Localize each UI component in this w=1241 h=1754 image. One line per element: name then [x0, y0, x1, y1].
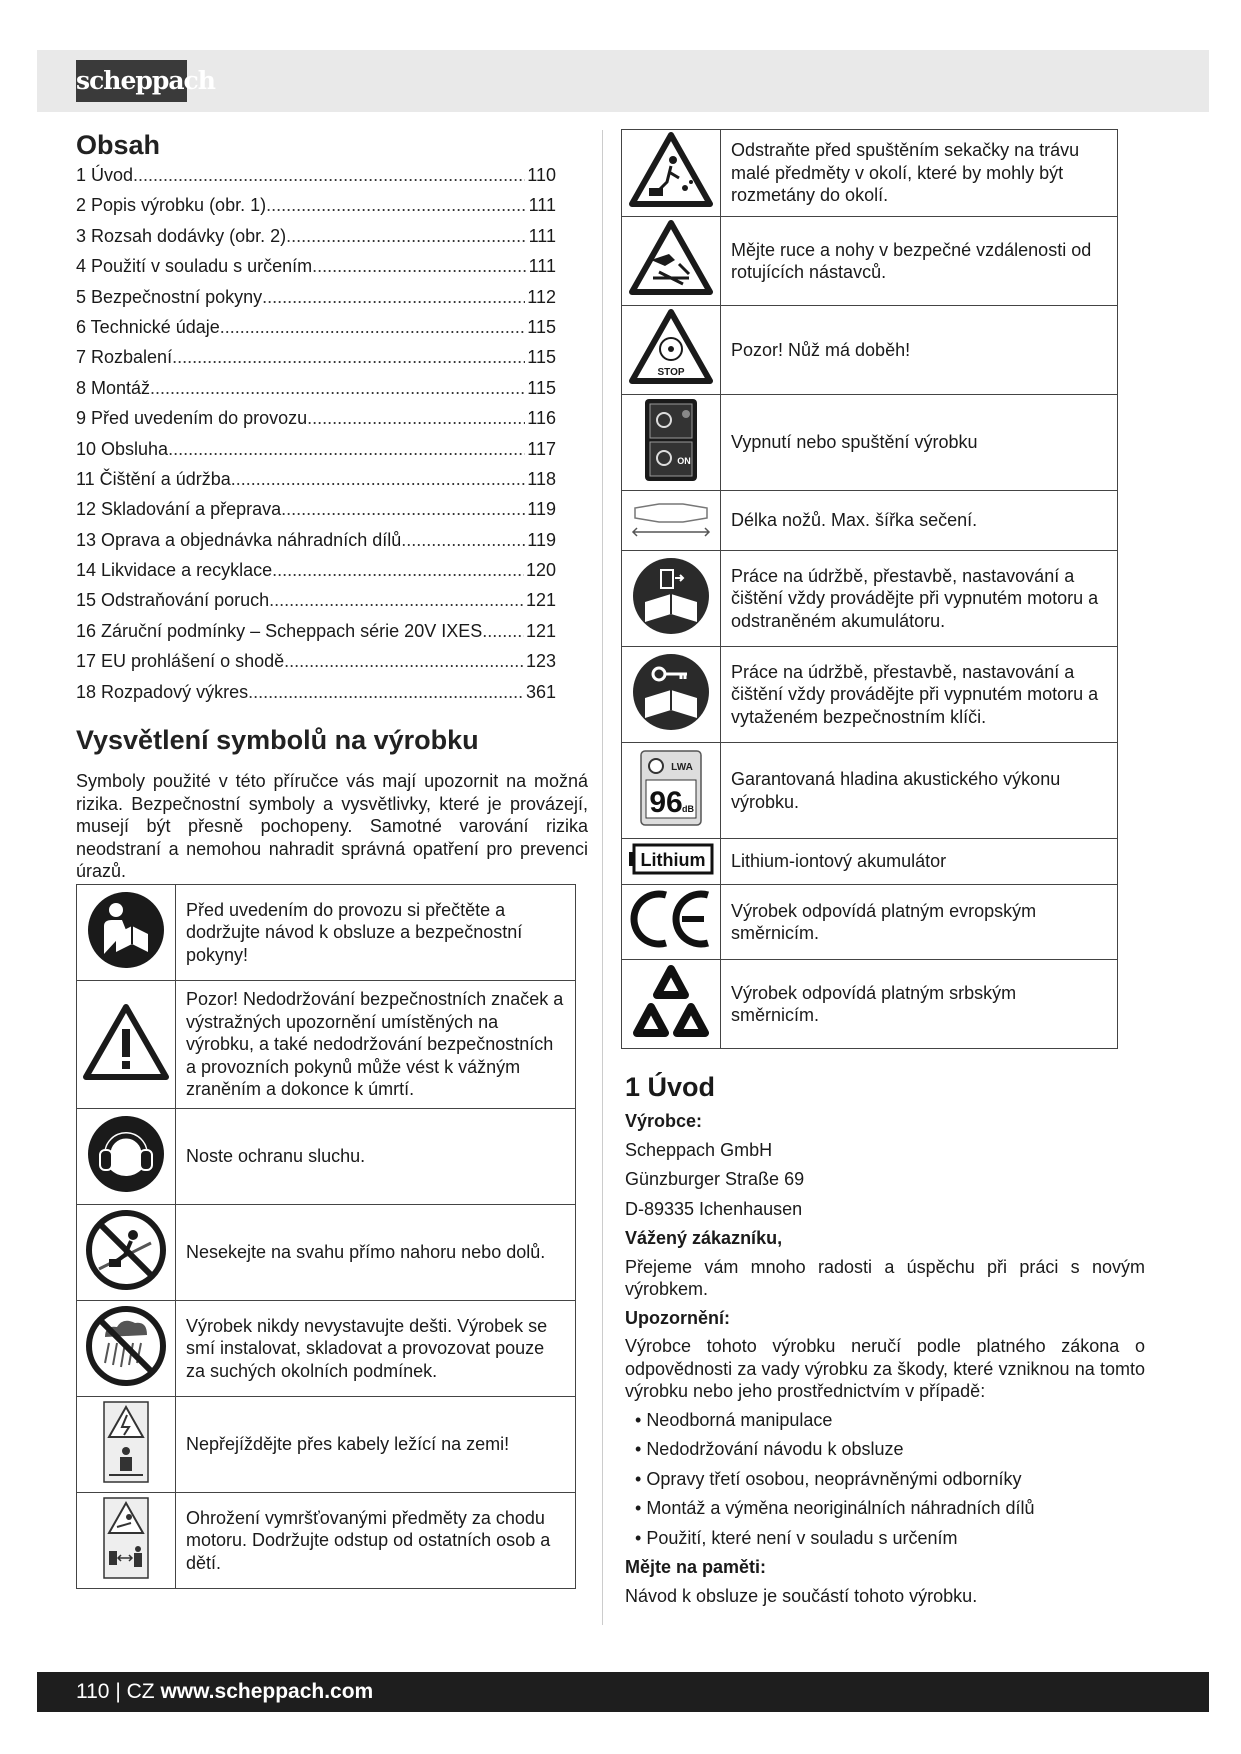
- toc-item[interactable]: 2 Popis výrobku (obr. 1) ..... 111: [76, 195, 556, 225]
- no-slope-mowing-icon: [85, 1209, 167, 1291]
- symbols-intro: Symboly použité v této příručce vás mají upozornit na možná rizika. Bezpečnostní symboly a vysvětlivky, které je provázejí, musejí být přesně pochopeny. Samotné varování rizika neodstraní a nemohou nahradit správná opatření pro prevenci úrazů.: [76, 771, 588, 881]
- list-item: • Neodborná manipulace: [635, 1409, 1145, 1432]
- symbol-text: Nesekejte na svahu přímo nahoru nebo dolů.: [176, 1205, 576, 1301]
- toc-item[interactable]: 17 EU prohlášení o shodě ..... 123: [76, 651, 556, 681]
- column-divider: [602, 130, 603, 1625]
- toc-item[interactable]: 7 Rozbalení ..... 115: [76, 347, 556, 377]
- symbol-row: [77, 1205, 576, 1301]
- symbol-text: Pozor! Nedodržování bezpečnostních značek a výstražných upozornění umístěných na výrobku, a také nedodržování bezpečnostních a provozních pokynů může vést k vážným zraněním a dokonce k úmrtí.: [176, 981, 576, 1109]
- toc-item[interactable]: 6 Technické údaje ..... 115: [76, 317, 556, 347]
- page-number: 110 | CZ: [76, 1680, 155, 1703]
- lithium-icon: [628, 843, 714, 875]
- symbol-text: Výrobek nikdy nevystavujte dešti. Výrobek se smí instalovat, skladovat a provozovat pouze za suchých okolních podmínek.: [176, 1301, 576, 1397]
- address-line: Günzburger Straße 69: [625, 1169, 805, 1189]
- toc-item[interactable]: 9 Před uvedením do provozu ..... 116: [76, 408, 556, 438]
- intro-title: 1 Úvod: [625, 1072, 716, 1102]
- toc-title: Obsah: [76, 130, 161, 160]
- read-manual-icon: [86, 890, 166, 970]
- remember-text: Návod k obsluze je součástí tohoto výrobku.: [625, 1585, 978, 1606]
- list-item: • Opravy třetí osobou, neoprávněnými odborníky: [635, 1468, 1145, 1491]
- toc-item[interactable]: 15 Odstraňování poruch ..... 121: [76, 590, 556, 620]
- symbol-text: Výrobek odpovídá platným srbským směrnicím.: [721, 960, 1118, 1049]
- list-item: • Nedodržování návodu k obsluze: [635, 1438, 1145, 1461]
- lwa-label: LWA: [671, 761, 693, 773]
- toc-item[interactable]: 13 Oprava a objednávka náhradních dílů ..... 119: [76, 530, 556, 560]
- symbols-table-left: [76, 884, 576, 1589]
- no-rain-icon: [85, 1305, 167, 1387]
- symbol-text: Práce na údržbě, přestavbě, nastavování a čištění vždy provádějte při vypnutém motoru a vytaženém bezpečnostním klíči.: [721, 647, 1118, 743]
- blade-stop-icon: [629, 309, 713, 385]
- footer-bar: [37, 1672, 1209, 1712]
- symbol-row: [77, 1397, 576, 1493]
- intro-section: [625, 1070, 1145, 1613]
- symbol-text: Noste ochranu sluchu.: [176, 1109, 576, 1205]
- address-line: D-89335 Ichenhausen: [625, 1198, 803, 1219]
- toc-item[interactable]: 1 Úvod ..... 110: [76, 165, 556, 195]
- stop-label: STOP: [657, 367, 685, 379]
- toc-list: [76, 165, 556, 712]
- symbol-row: [77, 1109, 576, 1205]
- symbol-row: [622, 647, 1118, 743]
- list-item: • Montáž a výměna neoriginálních náhradních dílů: [635, 1497, 1145, 1520]
- safety-key-icon: [631, 652, 711, 732]
- symbol-row: [77, 981, 576, 1109]
- toc-item[interactable]: 8 Montáž ..... 115: [76, 378, 556, 408]
- symbol-text: Mějte ruce a nohy v bezpečné vzdálenosti od rotujících nástavců.: [721, 217, 1118, 306]
- list-item: • Použití, které není v souladu s určením: [635, 1527, 1145, 1550]
- lithium-label: Lithium: [640, 849, 706, 870]
- serbian-mark-icon: [633, 963, 709, 1039]
- symbol-text: Nepřejíždějte přes kabely ležící na zemi!: [176, 1397, 576, 1493]
- db-value: 96: [649, 785, 683, 819]
- symbol-text: Lithium-iontový akumulátor: [721, 839, 1118, 885]
- symbol-row: [622, 395, 1118, 491]
- ce-mark-icon: [628, 889, 714, 949]
- symbol-row: [622, 551, 1118, 647]
- toc-item[interactable]: 11 Čištění a údržba ..... 118: [76, 469, 556, 499]
- toc-item[interactable]: 10 Obsluha ..... 117: [76, 439, 556, 469]
- on-label: ON: [677, 455, 691, 466]
- symbol-row: [622, 306, 1118, 395]
- symbol-row: [622, 839, 1118, 885]
- address-line: Scheppach GmbH: [625, 1139, 773, 1160]
- notice-label: Upozornění:: [625, 1307, 730, 1328]
- ear-protection-icon: [86, 1114, 166, 1194]
- symbol-text: Práce na údržbě, přestavbě, nastavování a čištění vždy provádějte při vypnutém motoru a odstraněném akumulátoru.: [721, 551, 1118, 647]
- symbol-row: [622, 491, 1118, 551]
- symbol-text: Délka nožů. Max. šířka sečení.: [721, 491, 1118, 551]
- toc-item[interactable]: 16 Záruční podmínky – Scheppach série 20V IXES ..... 121: [76, 621, 556, 651]
- warning-triangle-icon: [83, 1003, 169, 1081]
- toc-item[interactable]: 5 Bezpečnostní pokyny ..... 112: [76, 287, 556, 317]
- symbol-text: Ohrožení vymršťovanými předměty za chodu motoru. Dodržujte odstup od ostatních osob a dětí.: [176, 1493, 576, 1589]
- symbol-row: [622, 743, 1118, 839]
- cable-warning-icon: [103, 1401, 149, 1483]
- on-off-icon: [644, 398, 698, 482]
- brand-logo: scheppach: [76, 60, 187, 102]
- symbol-row: [622, 130, 1118, 217]
- thrown-objects-icon: [103, 1497, 149, 1579]
- symbol-row: [77, 885, 576, 981]
- toc-item[interactable]: 12 Skladování a přeprava ..... 119: [76, 499, 556, 529]
- toc-item[interactable]: 3 Rozsah dodávky (obr. 2) ..... 111: [76, 226, 556, 256]
- symbol-row: [622, 217, 1118, 306]
- remove-objects-icon: [629, 132, 713, 208]
- rotating-blade-icon: [629, 220, 713, 296]
- symbols-table-right: [621, 129, 1118, 1049]
- remember-label: Mějte na paměti:: [625, 1557, 767, 1577]
- sound-level-icon: [640, 750, 702, 826]
- symbols-title: Vysvětlení symbolů na výrobku: [76, 725, 479, 755]
- blade-length-icon: [629, 496, 713, 540]
- symbol-row: [77, 1493, 576, 1589]
- symbol-text: Garantovaná hladina akustického výkonu výrobku.: [721, 743, 1118, 839]
- symbol-text: Vypnutí nebo spuštění výrobku: [721, 395, 1118, 491]
- symbol-text: Pozor! Nůž má doběh!: [721, 306, 1118, 395]
- dear-text: Přejeme vám mnoho radosti a úspěchu při práci s novým výrobkem.: [625, 1256, 1145, 1299]
- toc-item[interactable]: 14 Likvidace a recyklace ..... 120: [76, 560, 556, 590]
- footer-url[interactable]: www.scheppach.com: [160, 1680, 374, 1703]
- dear-label: Vážený zákazníku,: [625, 1228, 783, 1248]
- notice-text: Výrobce tohoto výrobku neručí podle platného zákona o odpovědnosti za vady výrobku za škody, které vzniknou na tomto výrobku nebo jeho prostřednictvím v případě:: [625, 1336, 1145, 1401]
- symbol-text: Před uvedením do provozu si přečtěte a dodržujte návod k obsluze a bezpečnostní pokyny!: [176, 885, 576, 981]
- db-unit: dB: [682, 803, 694, 814]
- battery-removed-icon: [631, 556, 711, 636]
- toc-item[interactable]: 4 Použití v souladu s určením ..... 111: [76, 256, 556, 286]
- symbol-row: [77, 1301, 576, 1397]
- symbol-text: Odstraňte před spuštěním sekačky na trávu malé předměty v okolí, které by mohly být rozmetány do okolí.: [721, 130, 1118, 217]
- notice-list: [635, 1409, 1145, 1550]
- symbol-row: [622, 885, 1118, 960]
- manufacturer-label: Výrobce:: [625, 1111, 703, 1131]
- symbol-text: Výrobek odpovídá platným evropským směrnicím.: [721, 885, 1118, 960]
- toc-item[interactable]: 18 Rozpadový výkres ..... 361: [76, 682, 556, 712]
- symbol-row: [622, 960, 1118, 1049]
